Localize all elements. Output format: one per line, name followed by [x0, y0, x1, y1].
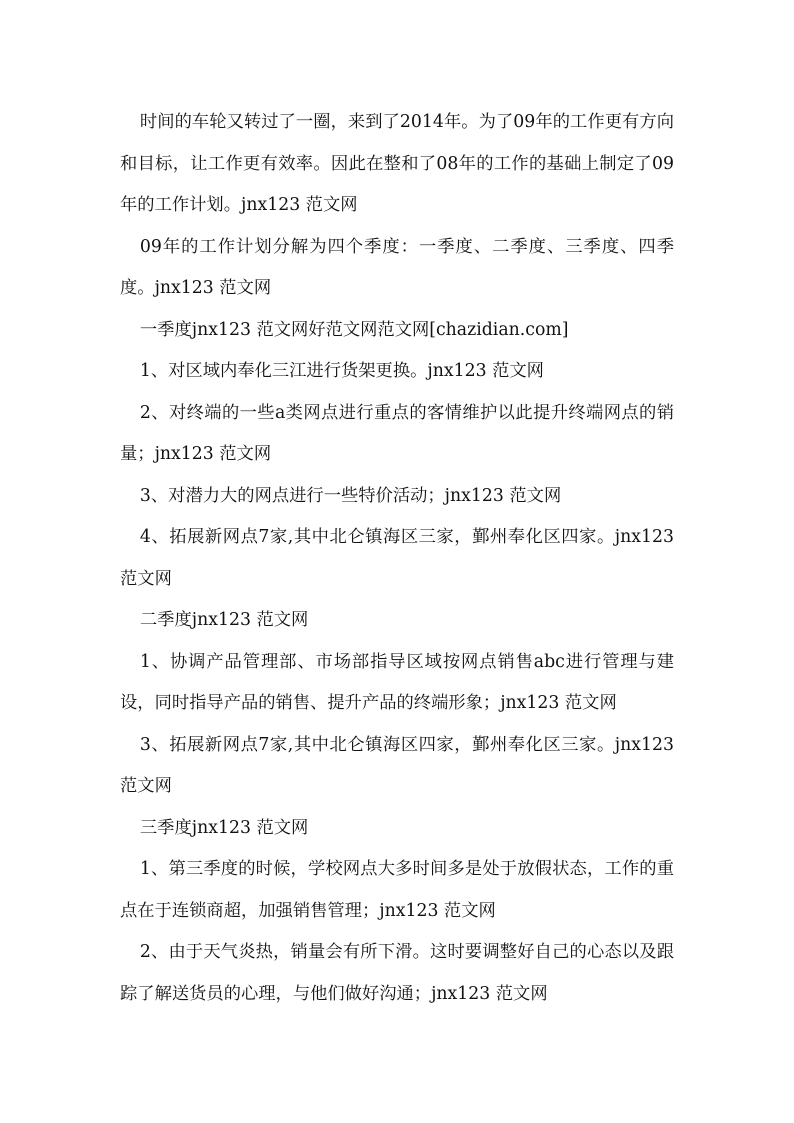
q1-item-3: 3、对潜力大的网点进行一些特价活动；jnx123 范文网: [139, 485, 562, 506]
heading-q3: 三季度jnx123 范文网: [139, 817, 309, 838]
heading-q1: 一季度jnx123 范文网好范文网范文网[chazidian.com]: [139, 319, 569, 340]
heading-q2: 二季度jnx123 范文网: [139, 610, 309, 630]
q3-item-2: 2、由于天气炎热，销量会有所下滑。这时要调整好自己的心态以及跟踪了解送货员的心理，与他们做好沟通；jnx123 范文网: [120, 942, 674, 1004]
q1-item-4: 4、拓展新网点7家,其中北仑镇海区三家，鄞州奉化区四家。jnx123 范文网: [120, 527, 674, 589]
paragraph-intro: 时间的车轮又转过了一圈，来到了2014年。为了09年的工作更有方向和目标，让工作更有效率。因此在整和了08年的工作的基础上制定了09年的工作计划。jnx123 范文网: [120, 112, 674, 215]
q1-item-2: 2、对终端的一些a类网点进行重点的客情维护以此提升终端网点的销量；jnx123 范文网: [120, 402, 674, 464]
q2-item-1: 1、协调产品管理部、市场部指导区域按网点销售abc进行管理与建设，同时指导产品的销售、提升产品的终端形象；jnx123 范文网: [120, 651, 674, 713]
q2-item-3: 3、拓展新网点7家,其中北仑镇海区四家，鄞州奉化区三家。jnx123 范文网: [120, 734, 674, 796]
q1-item-1: 1、对区域内奉化三江进行货架更换。jnx123 范文网: [139, 361, 544, 381]
paragraph-plan-overview: 09年的工作计划分解为四个季度：一季度、二季度、三季度、四季度。jnx123 范文网: [120, 236, 674, 298]
q3-item-1: 1、第三季度的时候，学校网点大多时间多是处于放假状态，工作的重点在于连锁商超，加强销售管理；jnx123 范文网: [120, 859, 674, 921]
